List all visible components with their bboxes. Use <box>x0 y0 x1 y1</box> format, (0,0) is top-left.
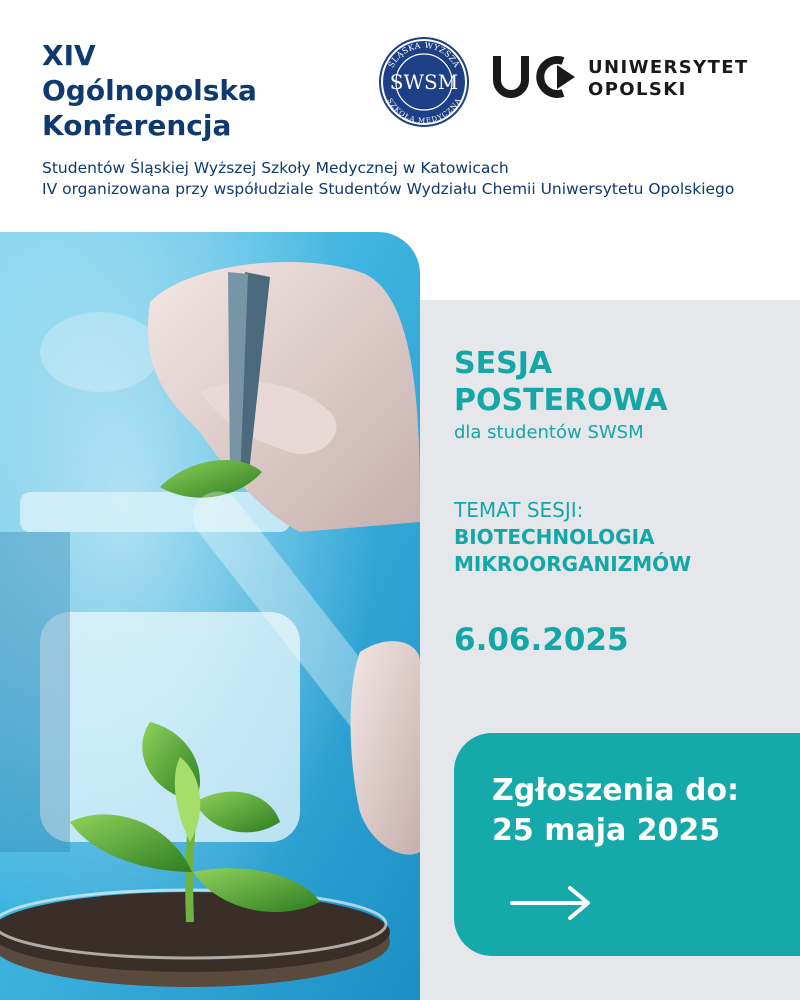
conference-subtitle <box>42 158 734 200</box>
arrow-right-icon[interactable] <box>510 883 594 923</box>
swsm-ring-top: ŚLĄSKA WYŻSZA <box>386 40 462 70</box>
swsm-center-text: SWSM <box>389 70 459 94</box>
uo-name-line-2: OPOLSKI <box>588 79 687 100</box>
registration-text <box>492 771 739 851</box>
subtitle-line-2: IV organizowana przy współudziale Studentów Wydziału Chemii Uniwersytetu Opolskiego <box>42 180 735 198</box>
session-date: 6.06.2025 <box>454 622 629 658</box>
session-subtitle: dla studentów SWSM <box>454 422 644 443</box>
swsm-logo <box>378 36 470 128</box>
title-line-1: XIV <box>42 39 96 72</box>
session-title-line-1: SESJA <box>454 346 553 381</box>
registration-card[interactable] <box>454 733 800 956</box>
session-info <box>454 345 691 659</box>
topic-line-1: BIOTECHNOLOGIA <box>454 525 655 549</box>
topic-line-2: MIKROORGANIZMÓW <box>454 552 692 576</box>
subtitle-line-1: Studentów Śląskiej Wyższej Szkoły Medycznej w Katowicach <box>42 159 509 177</box>
uo-name-line-1: UNIWERSYTET <box>588 57 749 78</box>
title-line-3: Konferencja <box>42 109 232 142</box>
registration-line-1: Zgłoszenia do: <box>492 773 740 808</box>
swsm-ring-bottom: SZKOŁA MEDYCZNA <box>385 96 463 125</box>
session-title-line-2: POSTEROWA <box>454 383 668 418</box>
registration-line-2: 25 maja 2025 <box>492 813 721 848</box>
header <box>0 0 800 232</box>
uo-name <box>588 57 749 101</box>
lab-photo <box>0 232 420 1000</box>
topic-label: TEMAT SESJI: <box>454 498 584 522</box>
title-line-2: Ogólnopolska <box>42 74 257 107</box>
uo-logo-mark <box>493 52 583 102</box>
conference-title <box>42 38 257 143</box>
